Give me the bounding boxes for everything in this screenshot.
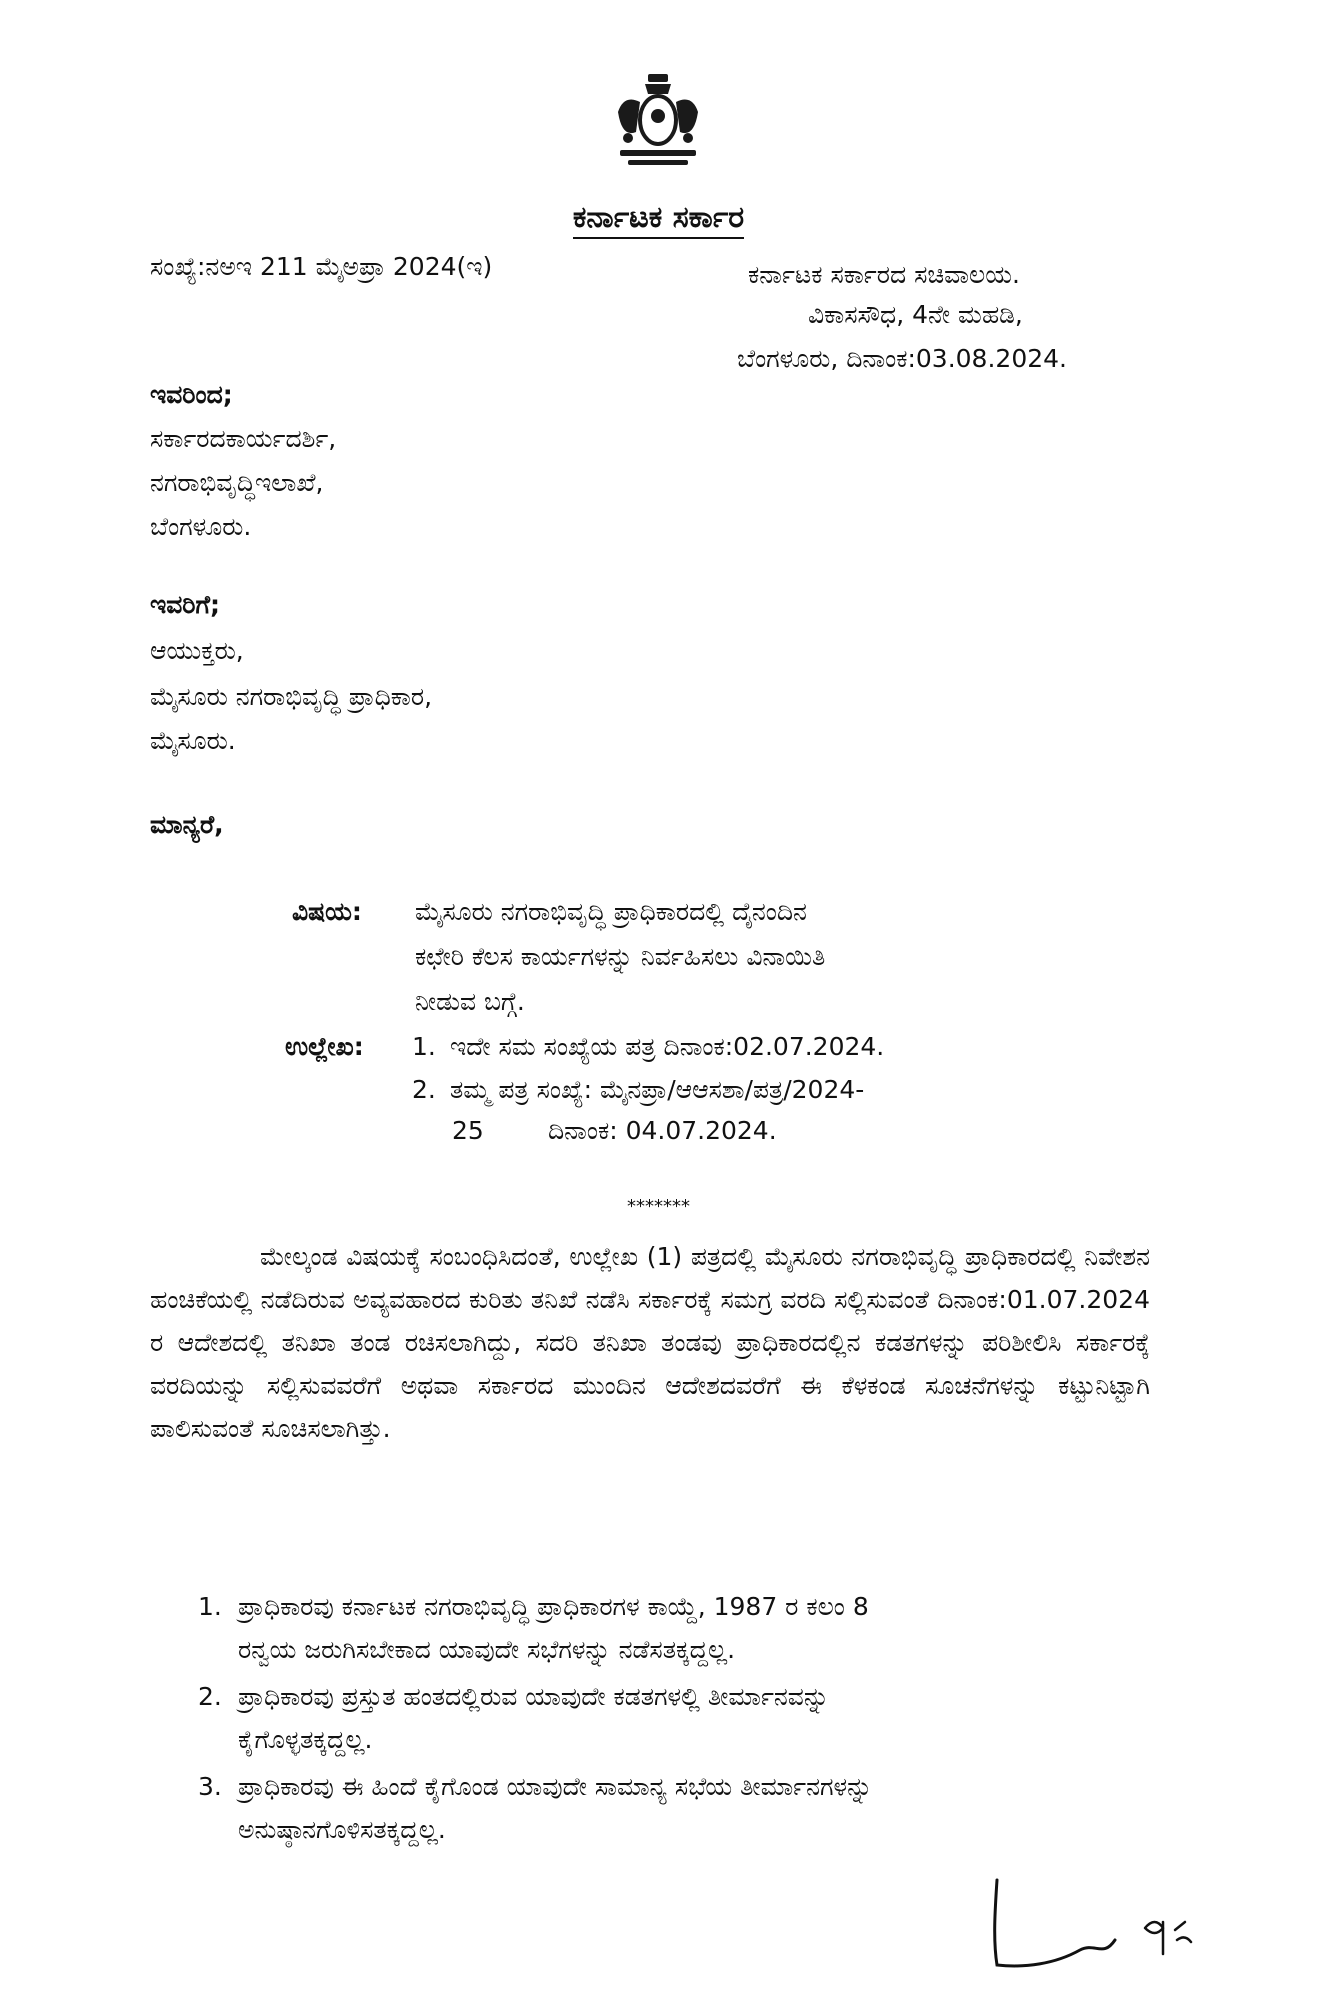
office-address-line-2: ವಿಕಾಸಸೌಧ, 4ನೇ ಮಹಡಿ, bbox=[808, 300, 1023, 329]
to-heading: ಇವರಿಗೆ; bbox=[150, 590, 221, 619]
from-line-3: ಬೆಂಗಳೂರು. bbox=[150, 512, 252, 541]
to-line-2: ಮೈಸೂರು ನಗರಾಭಿವೃದ್ಧಿ ಪ್ರಾಧಿಕಾರ, bbox=[150, 682, 433, 711]
separator: ******* bbox=[627, 1196, 690, 1217]
list-item-text-line-1: ಪ್ರಾಧಿಕಾರವು ಈ ಹಿಂದೆ ಕೈಗೊಂಡ ಯಾವುದೇ ಸಾಮಾನ್ಯ ಸಭೆಯ ತೀರ್ಮಾನಗಳನ್ನು bbox=[238, 1772, 873, 1801]
from-line-1: ಸರ್ಕಾರದಕಾರ್ಯದರ್ಶಿ, bbox=[150, 424, 337, 453]
reference-item-2-continuation-a: 25 bbox=[452, 1116, 484, 1145]
to-line-3: ಮೈಸೂರು. bbox=[150, 726, 236, 755]
body-paragraph: ಮೇಲ್ಕಂಡ ವಿಷಯಕ್ಕೆ ಸಂಬಂಧಿಸಿದಂತೆ, ಉಲ್ಲೇಖ (1) ಪತ್ರದಲ್ಲಿ ಮೈಸೂರು ನಗರಾಭಿವೃದ್ಧಿ ಪ್ರಾಧಿಕಾರದಲ್ಲಿ ನಿವೇಶನ ಹಂಚಿಕೆಯಲ್ಲಿ ನಡೆದಿರುವ ಅವ್ಯವಹಾರದ ಕುರಿತು ತನಿಖೆ ನಡೆಸಿ ಸರ್ಕಾರಕ್ಕೆ ಸಮಗ್ರ ವರದಿ ಸಲ್ಲಿಸುವಂತೆ ದಿನಾಂಕ:01.07.2024 ರ ಆದೇಶದಲ್ಲಿ ತನಿಖಾ ತಂಡ ರಚಿಸಲಾಗಿದ್ದು, ಸದರಿ ತನಿಖಾ ತಂಡವು ಪ್ರಾಧಿಕಾರದಲ್ಲಿನ ಕಡತಗಳನ್ನು ಪರಿಶೀಲಿಸಿ ಸರ್ಕಾರಕ್ಕೆ ವರದಿಯನ್ನು ಸಲ್ಲಿಸುವವರೆಗೆ ಅಥವಾ ಸರ್ಕಾರದ ಮುಂದಿನ ಆದೇಶದವರೆಗೆ ಈ ಕೆಳಕಂಡ ಸೂಚನೆಗಳನ್ನು ಕಟ್ಟುನಿಟ್ಟಾಗಿ ಪಾಲಿಸುವಂತೆ ಸೂಚಿಸಲಾಗಿತ್ತು. bbox=[150, 1242, 1150, 1443]
reference-item-2-continuation-b: ದಿನಾಂಕ: 04.07.2024. bbox=[548, 1116, 777, 1145]
instruction-list bbox=[150, 1585, 1155, 1851]
salutation: ಮಾನ್ಯರೆ, bbox=[150, 810, 224, 839]
list-item-number: 3. bbox=[198, 1772, 222, 1801]
list-item-text-line-2: ರನ್ವಯ ಜರುಗಿಸಬೇಕಾದ ಯಾವುದೇ ಸಭೆಗಳನ್ನು ನಡೆಸತಕ್ಕದ್ದಲ್ಲ. bbox=[238, 1635, 736, 1664]
from-line-2: ನಗರಾಭಿವೃದ್ಧಿಇಲಾಖೆ, bbox=[150, 468, 324, 497]
reference-item-1-number: 1. bbox=[412, 1032, 436, 1061]
subject-line-3: ನೀಡುವ ಬಗ್ಗೆ. bbox=[415, 987, 525, 1016]
reference-item-2: ತಮ್ಮ ಪತ್ರ ಸಂಖ್ಯೆ: ಮೈನಪ್ರಾ/ಆಆಸಶಾ/ಪತ್ರ/2024- bbox=[450, 1075, 865, 1104]
office-address-line-1: ಕರ್ನಾಟಕ ಸರ್ಕಾರದ ಸಚಿವಾಲಯ. bbox=[748, 260, 1020, 289]
list-item-number: 1. bbox=[198, 1592, 222, 1621]
subject-line-2: ಕಛೇರಿ ಕೆಲಸ ಕಾರ್ಯಗಳನ್ನು ನಿರ್ವಹಿಸಲು ವಿನಾಯಿತಿ bbox=[415, 942, 826, 971]
to-line-1: ಆಯುಕ್ತರು, bbox=[150, 636, 244, 665]
list-item bbox=[150, 1765, 1155, 1851]
reference-item-2-number: 2. bbox=[412, 1075, 436, 1104]
list-item-text-line-1: ಪ್ರಾಧಿಕಾರವು ಪ್ರಸ್ತುತ ಹಂತದಲ್ಲಿರುವ ಯಾವುದೇ ಕಡತಗಳಲ್ಲಿ ತೀರ್ಮಾನವನ್ನು bbox=[238, 1682, 830, 1711]
list-item-text-line-2: ಕೈಗೊಳ್ಳತಕ್ಕದ್ದಲ್ಲ. bbox=[238, 1725, 373, 1754]
list-item-number: 2. bbox=[198, 1682, 222, 1711]
subject-line-1: ಮೈಸೂರು ನಗರಾಭಿವೃದ್ಧಿ ಪ್ರಾಧಿಕಾರದಲ್ಲಿ ದೈನಂದಿನ bbox=[415, 897, 807, 926]
from-heading: ಇವರಿಂದ; bbox=[150, 380, 233, 409]
government-emblem bbox=[598, 72, 718, 180]
list-item bbox=[150, 1675, 1155, 1761]
reference-label: ಉಲ್ಲೇಖ: bbox=[285, 1032, 364, 1061]
subject-label: ವಿಷಯ: bbox=[292, 897, 362, 926]
reference-item-1: ಇದೇ ಸಮ ಸಂಖ್ಯೆಯ ಪತ್ರ ದಿನಾಂಕ:02.07.2024. bbox=[450, 1032, 885, 1061]
list-item-text-line-1: ಪ್ರಾಧಿಕಾರವು ಕರ್ನಾಟಕ ನಗರಾಭಿವೃದ್ಧಿ ಪ್ರಾಧಿಕಾರಗಳ ಕಾಯ್ದೆ, 1987 ರ ಕಲಂ 8 bbox=[238, 1592, 869, 1621]
office-address-date: ಬೆಂಗಳೂರು, ದಿನಾಂಕ:03.08.2024. bbox=[737, 344, 1067, 373]
signature-initials bbox=[985, 1870, 1215, 1990]
list-item bbox=[150, 1585, 1155, 1671]
reference-number: ಸಂಖ್ಯೆ:ನಅಇ 211 ಮೈಅಪ್ರಾ 2024(ಇ) bbox=[150, 252, 493, 281]
page-title: ಕರ್ನಾಟಕ ಸರ್ಕಾರ bbox=[0, 200, 1317, 235]
list-item-text-line-2: ಅನುಷ್ಠಾನಗೊಳಿಸತಕ್ಕದ್ದಲ್ಲ. bbox=[238, 1815, 446, 1844]
